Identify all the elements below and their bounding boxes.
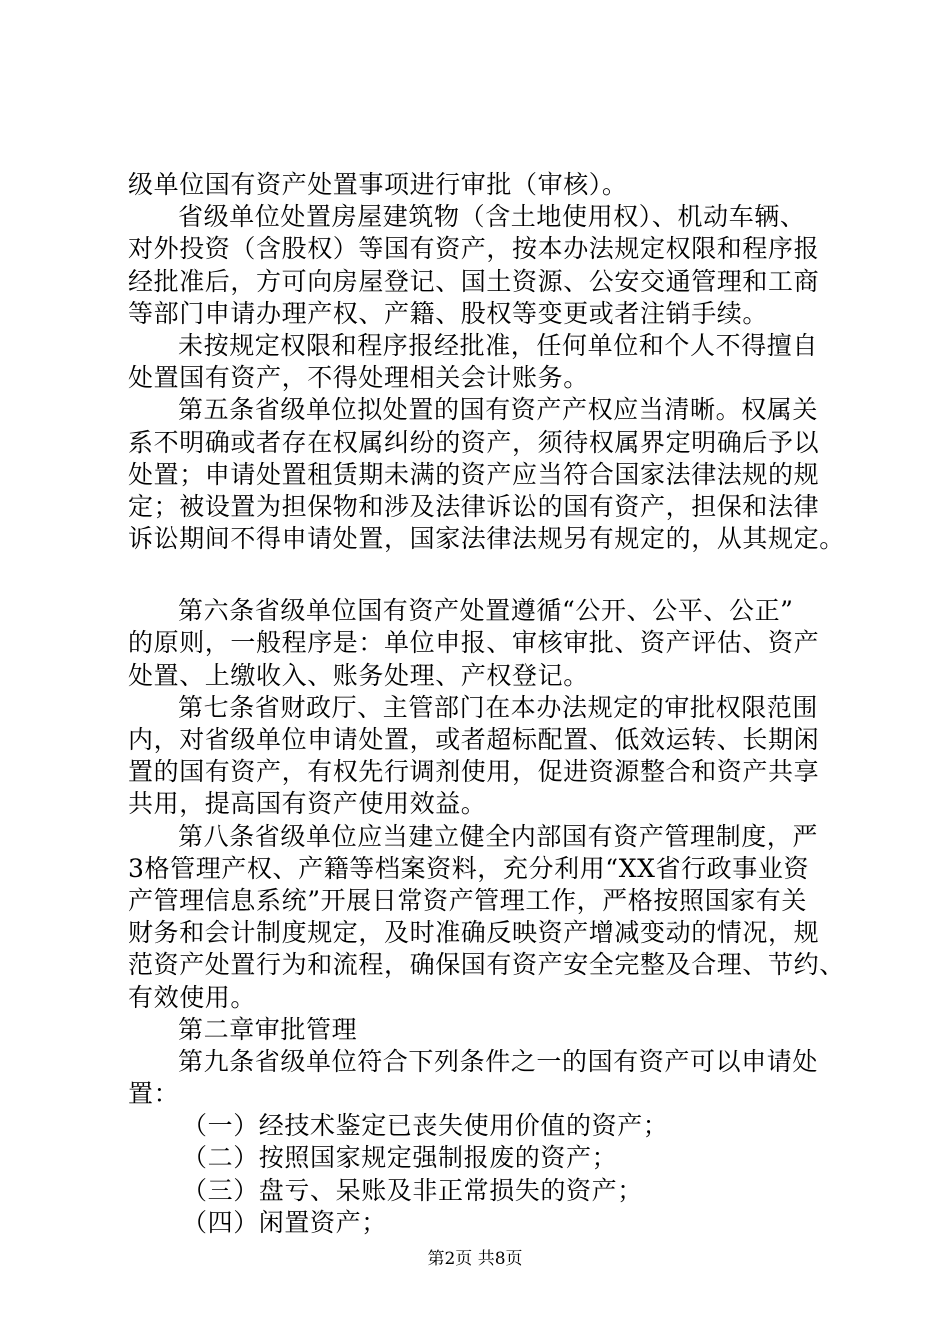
text-line: 等部门申请办理产权、产籍、股权等变更或者注销手续。 <box>128 298 769 328</box>
text-line: 的原则，一般程序是：单位申报、审核审批、资产评估、资产 <box>128 628 820 658</box>
text-line: 共用，提高国有资产使用效益。 <box>128 789 487 819</box>
text-line: 定；被设置为担保物和涉及法律诉讼的国有资产，担保和法律 <box>128 491 820 521</box>
text-line: 第六条省级单位国有资产处置遵循“公开、公平、公正” <box>178 596 794 626</box>
text-line: 省级单位处置房屋建筑物（含土地使用权）、机动车辆、 <box>178 202 806 232</box>
text-line: 财务和会计制度规定，及时准确反映资产增减变动的情况，规 <box>128 918 820 948</box>
text-line: 范资产处置行为和流程，确保国有资产安全完整及合理、节约、 <box>128 950 845 980</box>
text-line: 第九条省级单位符合下列条件之一的国有资产可以申请处 <box>178 1046 819 1076</box>
text-line: 级单位国有资产处置事项进行审批（审核）。 <box>128 170 628 199</box>
text-line: 处置、上缴收入、账务处理、产权登记。 <box>128 660 589 690</box>
text-line: 置： <box>128 1079 180 1109</box>
text-line: 内，对省级单位申请处置，或者超标配置、低效运转、长期闲 <box>128 725 820 754</box>
text-line: 处置；申请处置租赁期未满的资产应当符合国家法律法规的规 <box>128 459 820 489</box>
text-line: 3格管理产权、产籍等档案资料，充分利用“XX省行政事业资 <box>128 853 810 883</box>
page-number-footer: 第2页 共8页 <box>427 1249 523 1269</box>
text-line: 第八条省级单位应当建立健全内部国有资产管理制度，严 <box>178 821 819 851</box>
list-item: （一）经技术鉴定已丧失使用价值的资产； <box>182 1111 669 1141</box>
text-line: 诉讼期间不得申请处置，国家法律法规另有规定的，从其规定。 <box>128 524 845 554</box>
text-line: 第五条省级单位拟处置的国有资产产权应当清晰。权属关 <box>178 395 819 425</box>
document-body <box>128 169 868 1239</box>
paragraph-gap <box>128 555 868 595</box>
text-line: 置的国有资产，有权先行调剂使用，促进资源整合和资产共享 <box>128 757 820 787</box>
text-line: 经批准后，方可向房屋登记、国土资源、公安交通管理和工商 <box>128 266 820 296</box>
text-line: 有效使用。 <box>128 982 257 1012</box>
text-line: 第七条省财政厅、主管部门在本办法规定的审批权限范围 <box>178 692 819 722</box>
list-item: （二）按照国家规定强制报废的资产； <box>182 1143 618 1173</box>
list-item: （三）盘亏、呆账及非正常损失的资产； <box>182 1175 643 1205</box>
chapter-heading: 第二章审批管理 <box>178 1014 358 1044</box>
text-line: 产管理信息系统”开展日常资产管理工作，严格按照国家有关 <box>128 885 807 915</box>
text-line: 系不明确或者存在权属纠纷的资产，须待权属界定明确后予以 <box>128 427 820 457</box>
text-line: 对外投资（含股权）等国有资产，按本办法规定权限和程序报 <box>128 234 820 264</box>
text-line: 未按规定权限和程序报经批准，任何单位和个人不得擅自 <box>178 330 819 360</box>
list-item: （四）闲置资产； <box>182 1207 387 1237</box>
text-line: 处置国有资产，不得处理相关会计账务。 <box>128 363 589 393</box>
